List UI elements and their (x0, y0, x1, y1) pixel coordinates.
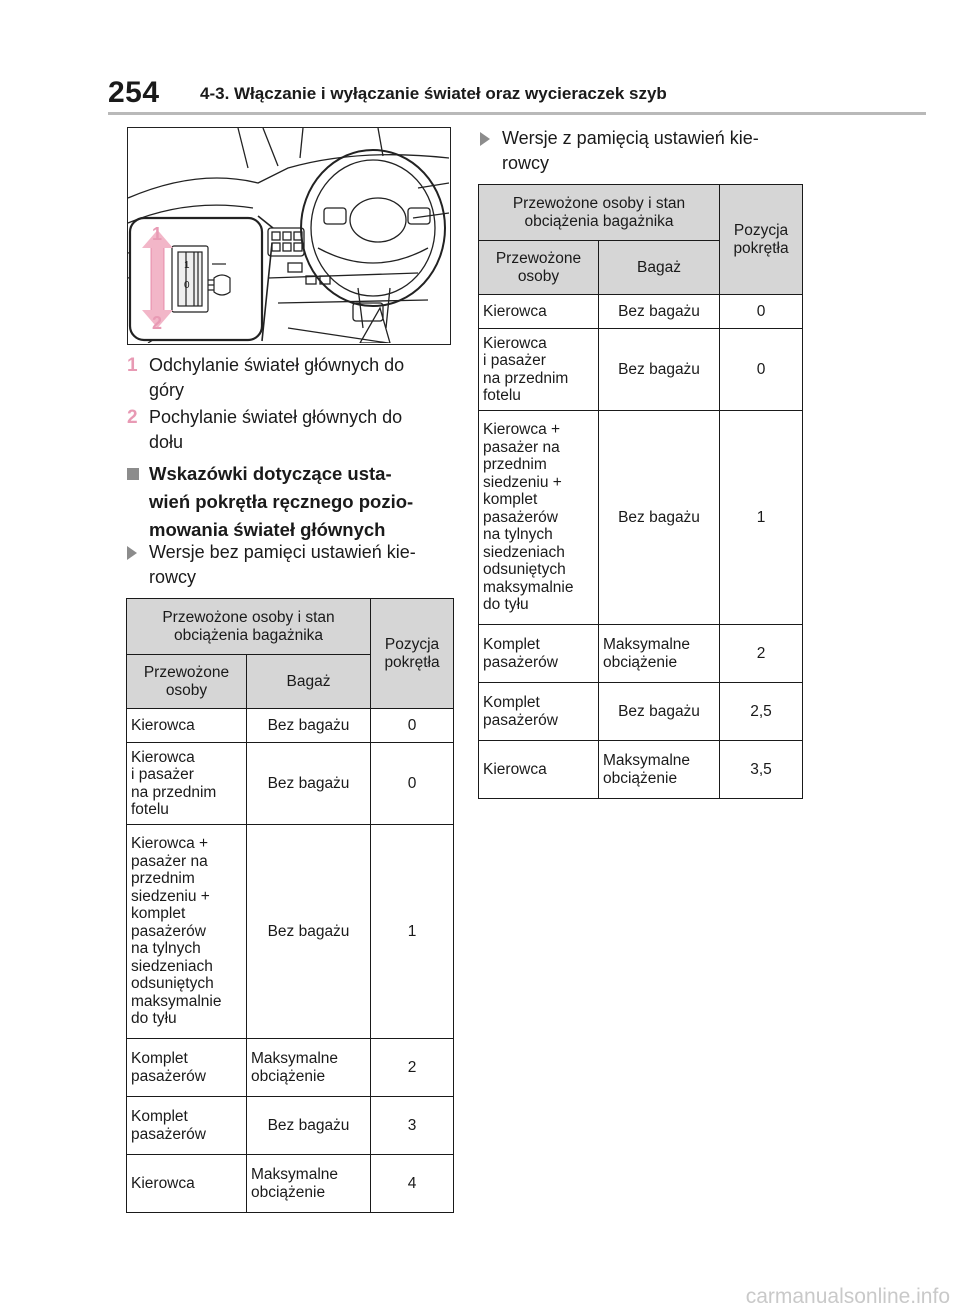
header-luggage: Bagaż (599, 241, 720, 295)
table-row: Kierowca + pasażer na przednim siedzeniu + komplet pasażerów na tylnych siedzeniach odsuniętych maksymalnie do tyłu Bez bagażu 1 (479, 411, 803, 625)
callout-tilt-down (127, 405, 457, 455)
square-bullet-icon (127, 468, 139, 480)
load-table-no-memory (126, 598, 454, 1213)
callout-number: 1 (127, 355, 138, 376)
dashboard-drawing (128, 128, 449, 343)
header-group: Przewożone osoby i stan obciążenia bagażnika (479, 185, 720, 241)
callout-text: Odchylanie świateł głównych do góry (149, 355, 405, 400)
bullet-no-memory (127, 540, 457, 590)
header-luggage: Bagaż (247, 655, 371, 709)
table-row: Kierowca Bez bagażu 0 (127, 709, 454, 743)
table-row: Kierowca + pasażer na przednim siedzeniu + komplet pasażerów na tylnych siedzeniach odsuniętych maksymalnie do tyłu Bez bagażu 1 (127, 825, 454, 1039)
table-row: Komplet pasażerów Maksymalne obciążenie 2 (479, 625, 803, 683)
table-row: Komplet pasażerów Bez bagażu 2,5 (479, 683, 803, 741)
header-persons: Przewożone osoby (127, 655, 247, 709)
table-row: Kierowca Bez bagażu 0 (479, 295, 803, 329)
header-dial-position: Pozycja pokrętła (720, 185, 803, 295)
callout-tilt-up (127, 353, 457, 403)
page-header (0, 0, 960, 118)
dial-mark-0: 0 (184, 280, 190, 291)
bullet-with-memory (480, 126, 810, 176)
header-group: Przewożone osoby i stan obciążenia bagażnika (127, 599, 371, 655)
callout-text: Pochylanie świateł głównych do dołu (149, 407, 403, 452)
table-row: Kierowca i pasażer na przednim fotelu Bez bagażu 0 (479, 329, 803, 411)
figure-label-2: 2 (152, 313, 163, 333)
table-row: Komplet pasażerów Maksymalne obciążenie 2 (127, 1039, 454, 1097)
header-persons: Przewożone osoby (479, 241, 599, 295)
headlight-dial-illustration (127, 127, 451, 345)
figure-label-1: 1 (152, 224, 163, 244)
table-row: Komplet pasażerów Bez bagażu 3 (127, 1097, 454, 1155)
table-row: Kierowca Maksymalne obciążenie 3,5 (479, 741, 803, 799)
callout-number: 2 (127, 407, 138, 428)
dial-mark-1: 1 (184, 260, 190, 271)
section-title: 4-3. Włączanie i wyłączanie świateł oraz wycieraczek szyb (200, 84, 667, 103)
bullet-text: Wersje z pamięcią ustawień kie- rowcy (502, 128, 759, 173)
table-row: Kierowca Maksymalne obciążenie 4 (127, 1155, 454, 1213)
table-row: Kierowca i pasażer na przednim fotelu Bez bagażu 0 (127, 743, 454, 825)
watermark[interactable]: carmanualsonline.info (745, 1285, 950, 1308)
header-divider (108, 112, 926, 115)
tips-heading (127, 460, 457, 544)
page-number: 254 (108, 76, 160, 109)
load-table-with-memory (478, 184, 803, 799)
triangle-bullet-icon (480, 132, 490, 146)
header-dial-position: Pozycja pokrętła (371, 599, 454, 709)
bullet-text: Wersje bez pamięci ustawień kie- rowcy (149, 542, 416, 587)
triangle-bullet-icon (127, 546, 137, 560)
tips-heading-text: Wskazówki dotyczące usta- wień pokrętła ręcznego pozio- mowania świateł głównych (149, 463, 414, 540)
